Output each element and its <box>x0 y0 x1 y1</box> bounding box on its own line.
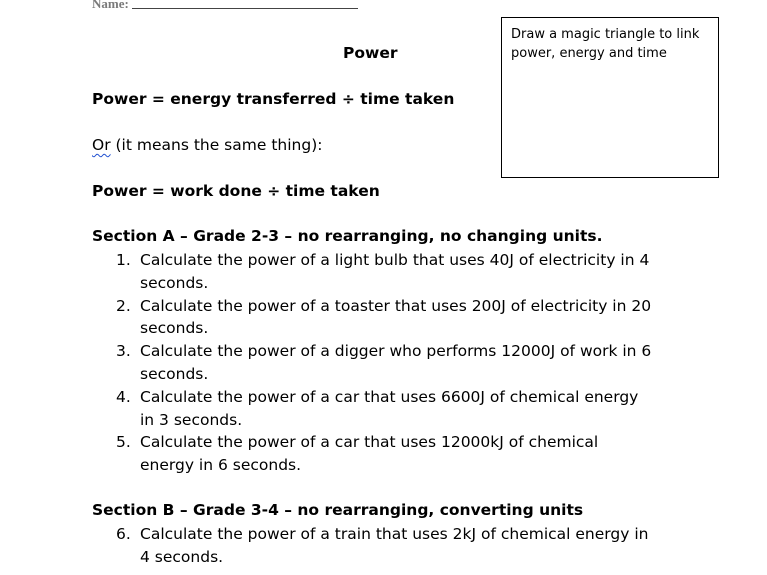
question-number: 2. <box>116 296 131 315</box>
formula-work: Power = work done ÷ time taken <box>92 182 380 200</box>
name-label: Name: <box>92 0 129 11</box>
magic-triangle-box <box>501 17 719 178</box>
section-b-heading: Section B – Grade 3-4 – no rearranging, converting units <box>92 501 584 519</box>
section-a-questions <box>110 249 655 477</box>
section-b-questions <box>110 523 655 569</box>
page-title: Power <box>343 44 398 62</box>
question-number: 5. <box>116 433 131 452</box>
question-number: 3. <box>116 342 131 361</box>
or-line <box>92 136 322 154</box>
question-text: Calculate the power of a train that uses 2kJ of chemical energy in 4 seconds. <box>140 525 649 566</box>
question-text: Calculate the power of a light bulb that uses 40J of electricity in 4 seconds. <box>140 251 650 292</box>
name-underline <box>132 7 358 9</box>
question-item <box>110 523 655 569</box>
or-word: Or <box>92 136 111 154</box>
question-text: Calculate the power of a car that uses 12000kJ of chemical energy in 6 seconds. <box>140 433 599 475</box>
or-rest: (it means the same thing): <box>110 136 323 154</box>
question-text: Calculate the power of a digger who performs 12000J of work in 6 seconds. <box>140 342 652 383</box>
question-item <box>110 295 655 341</box>
question-number: 1. <box>116 251 131 269</box>
magic-triangle-instruction: Draw a magic triangle to link power, energy and time <box>511 27 700 61</box>
question-number: 4. <box>116 387 131 406</box>
question-item <box>110 249 655 295</box>
question-item <box>110 340 655 386</box>
question-item <box>110 431 655 477</box>
formula-energy: Power = energy transferred ÷ time taken <box>92 90 455 108</box>
question-text: Calculate the power of a toaster that uses 200J of electricity in 20 seconds. <box>140 296 652 338</box>
name-field <box>92 0 358 12</box>
question-text: Calculate the power of a car that uses 6600J of chemical energy in 3 seconds. <box>140 387 639 429</box>
question-item <box>110 386 655 432</box>
section-a-heading: Section A – Grade 2-3 – no rearranging, no changing units. <box>92 227 603 245</box>
question-number: 6. <box>116 525 131 543</box>
